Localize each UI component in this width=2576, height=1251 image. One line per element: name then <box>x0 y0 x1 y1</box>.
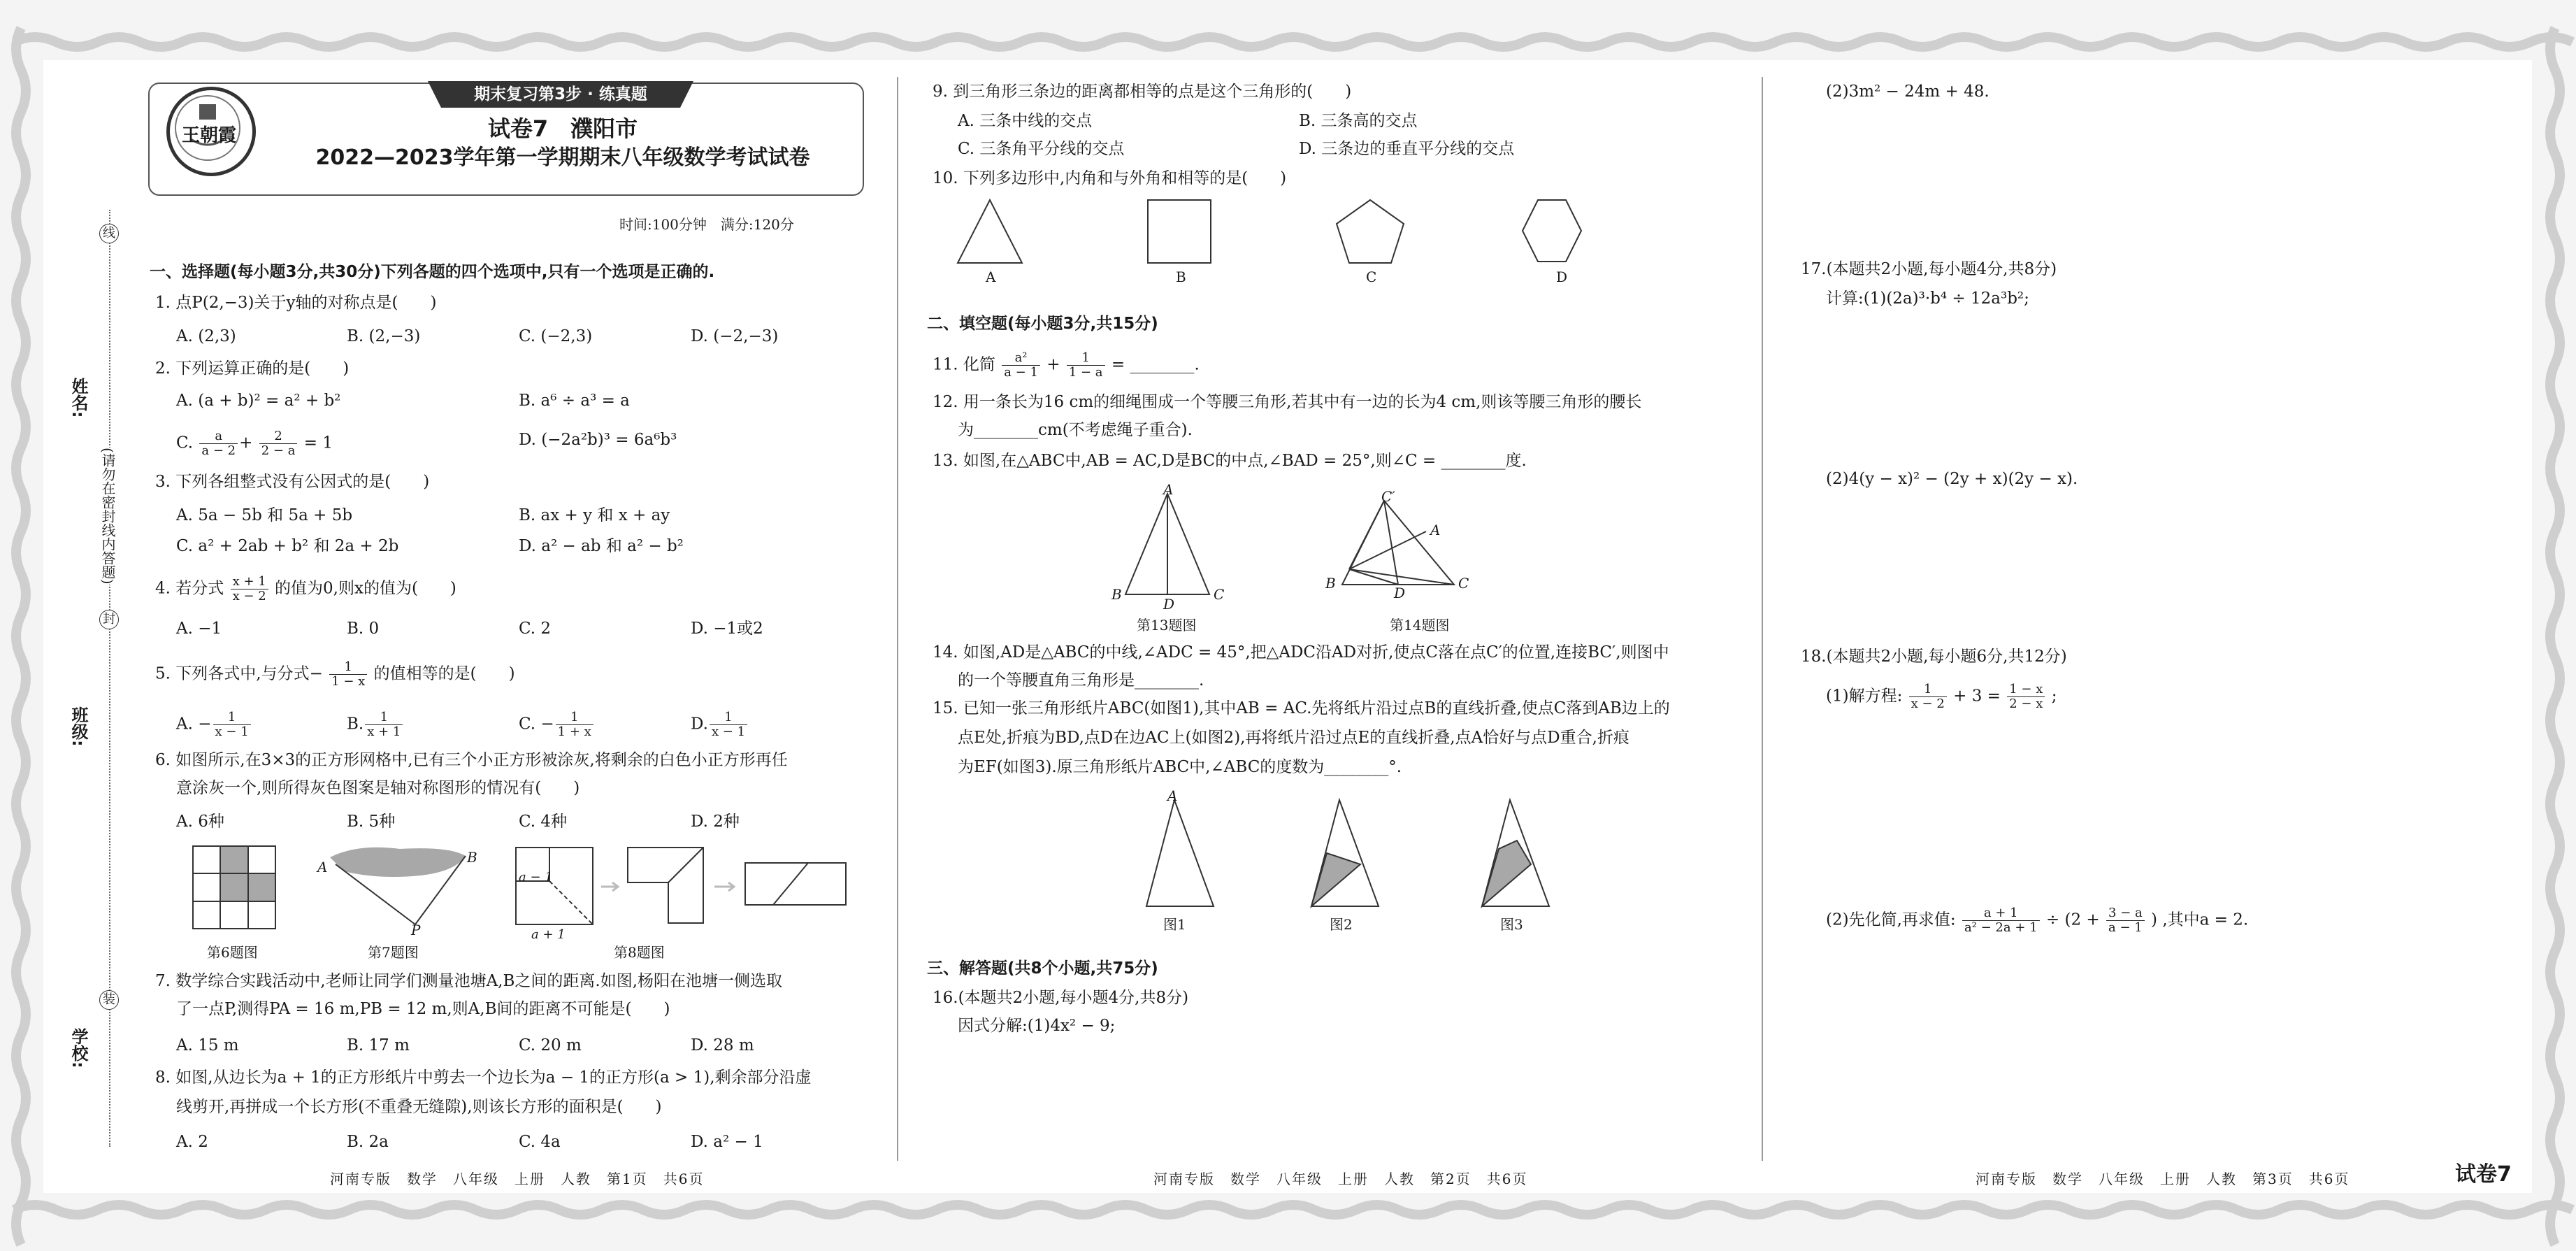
fig14-caption: 第14题图 <box>1390 617 1450 634</box>
q12-line-1: 12. 用一条长为16 cm的细绳围成一个等腰三角形,若其中有一边的长为4 cm,则该等腰三角形的腰长 <box>933 393 1642 411</box>
q11-plus: + <box>1046 355 1060 374</box>
class-label: 班级: <box>69 706 88 747</box>
q5a-letter: A. − <box>176 715 212 734</box>
q11-fraction-1 <box>1002 351 1040 380</box>
fig13-label-c: C <box>1214 586 1225 603</box>
q5-option-a <box>176 710 252 739</box>
q5d-fraction <box>710 710 747 739</box>
q2c-tail: = 1 <box>303 434 333 452</box>
fig7-caption: 第7题图 <box>368 944 419 961</box>
q10-polygons <box>951 196 1608 273</box>
q11-fraction-2 <box>1067 351 1105 380</box>
q3-option-c: C. a² + 2ab + b² 和 2a + 2b <box>176 537 399 555</box>
seal-note: (请勿在密封线内答题) <box>98 448 118 585</box>
q3-option-d: D. a² − ab 和 a² − b² <box>519 537 684 555</box>
q4-option-b: B. 0 <box>347 620 380 638</box>
q6-option-d: D. 2种 <box>691 813 740 831</box>
logo <box>166 87 256 176</box>
q10-label-d: D <box>1556 269 1568 285</box>
q9-option-c: C. 三条角平分线的交点 <box>958 140 1125 158</box>
q7-option-a: A. 15 m <box>176 1036 239 1055</box>
column-rule-2 <box>1762 77 1763 1161</box>
fig7-label-b: B <box>467 849 477 866</box>
q4-f-den: x − 2 <box>232 589 266 603</box>
q2-option-c: C. $\frac{a}{a - 2}$ + $\frac{2}{2 - a}$ = 1 <box>176 429 333 458</box>
q5-f-num: 1 <box>329 660 367 675</box>
q4-option-c: C. 2 <box>519 620 552 638</box>
name-label: 姓名: <box>69 378 88 418</box>
q2-stem: 2. 下列运算正确的是( ) <box>155 359 350 378</box>
fig15-caption-3: 图3 <box>1500 916 1523 933</box>
paper-tag: 试卷7 <box>2455 1162 2512 1187</box>
q6-option-c: C. 4种 <box>519 813 568 831</box>
q5d-letter: D. <box>691 715 708 734</box>
q6-stem-2: 意涂灰一个,则所得灰色图案是轴对称图形的情况有( ) <box>176 779 580 797</box>
q5a-fraction <box>213 710 251 739</box>
section-3-heading: 三、解答题(共8个小题,共75分) <box>927 959 1158 978</box>
fig8-caption: 第8题图 <box>614 944 665 961</box>
q18-p2-open: (2 + <box>2064 910 2100 929</box>
paper-title: 试卷7 濮阳市 <box>487 115 638 142</box>
q11-f2-num: 1 <box>1067 351 1105 366</box>
q17-line-2: 计算:(1)(2a)³·b⁴ ÷ 12a³b²; <box>1826 289 2029 308</box>
time-score: 时间:100分钟 满分:120分 <box>619 216 794 233</box>
figure-8-squares <box>515 846 850 930</box>
q17-part-2: (2)4(y − x)² − (2y + x)(2y − x). <box>1826 470 2078 488</box>
q10-stem: 10. 下列多边形中,内角和与外角和相等的是( ) <box>933 169 1287 187</box>
q5c-letter: C. − <box>519 715 554 734</box>
q7-stem-1: 7. 数学综合实践活动中,老师让同学们测量池塘A,B之间的距离.如图,杨阳在池塘一侧选取 <box>155 972 783 990</box>
q18-p2-fraction-2 <box>2106 906 2145 935</box>
q1-option-a: A. (2,3) <box>176 327 236 345</box>
q16-line-2: 因式分解:(1)4x² − 9; <box>958 1017 1116 1035</box>
q5c-num: 1 <box>556 710 593 725</box>
line-mark: 线 <box>99 224 119 243</box>
q18-p1-mid: + 3 = <box>1953 687 2001 706</box>
q11-post: = ________. <box>1111 355 1200 374</box>
q2c-fraction-2 <box>259 429 298 458</box>
footer-page-3: 河南专版 数学 八年级 上册 人教 第3页 共6页 <box>1976 1171 2350 1187</box>
q4-f-num: x + 1 <box>231 575 268 589</box>
q18-p2-f2-num: 3 − a <box>2106 906 2145 921</box>
q2-option-c-letter: C. <box>176 434 194 452</box>
q5-f-den: 1 − x <box>331 674 366 689</box>
q14-line-2: 的一个等腰直角三角形是________. <box>958 671 1204 689</box>
q15-line-2: 点E处,折痕为BD,点D在边AC上(如图2),再将纸片沿过点E的直线折叠,点A恰好与点D重合,折痕 <box>958 729 1629 747</box>
q18-p2-post: ,其中a = 2. <box>2162 910 2249 929</box>
fig15-1-label-a: A <box>1167 787 1178 804</box>
fig14-label-b: B <box>1325 575 1336 592</box>
footer-page-2: 河南专版 数学 八年级 上册 人教 第2页 共6页 <box>1153 1171 1528 1187</box>
q8-option-b: B. 2a <box>347 1133 389 1151</box>
q5d-den: x − 1 <box>711 724 746 739</box>
seal-mark: 封 <box>99 610 119 629</box>
q5-stem-a: 5. 下列各式中,与分式− <box>155 664 323 683</box>
q4-stem-b: 的值为0,则x的值为( ) <box>275 579 456 598</box>
q8-option-d: D. a² − 1 <box>691 1133 763 1151</box>
q9-stem: 9. 到三角形三条边的距离都相等的点是这个三角形的( ) <box>933 83 1352 101</box>
q18-p1-f2-num: 1 − x <box>2007 682 2045 697</box>
fold-mark: 装 <box>99 990 119 1010</box>
q2c-f1-den: a − 2 <box>201 443 236 458</box>
section-1-heading: 一、选择题(每小题3分,共30分)下列各题的四个选项中,只有一个选项是正确的. <box>150 263 715 281</box>
q9-option-d: D. 三条边的垂直平分线的交点 <box>1299 140 1515 158</box>
q5-option-d <box>691 710 749 739</box>
fig14-label-a: A <box>1430 522 1441 538</box>
q18-p2-f2-den: a − 1 <box>2108 920 2143 935</box>
fig8-label-a-plus-1: a + 1 <box>531 927 566 942</box>
q10-label-b: B <box>1176 269 1186 285</box>
school-label: 学校: <box>69 1028 88 1068</box>
q5-stem <box>155 660 515 689</box>
q18-p2-f1-num: a + 1 <box>1962 906 2040 921</box>
fig14-label-d: D <box>1394 585 1406 601</box>
q2c-f1-num: a <box>199 429 238 444</box>
q5b-fraction <box>365 710 403 739</box>
q18-p1-post: ; <box>2051 687 2057 706</box>
q8-stem-2: 线剪开,再拼成一个长方形(不重叠无缝隙),则该长方形的面积是( ) <box>176 1098 662 1116</box>
q17-line-1: 17.(本题共2小题,每小题4分,共8分) <box>1801 260 2057 278</box>
q5c-den: 1 + x <box>557 724 591 739</box>
q5b-num: 1 <box>365 710 403 725</box>
hexagon-shape <box>1523 200 1581 262</box>
q5a-den: x − 1 <box>215 724 249 739</box>
q8-option-a: A. 2 <box>176 1133 208 1151</box>
q1-stem: 1. 点P(2,−3)关于y轴的对称点是( ) <box>155 294 437 312</box>
q7-option-d: D. 28 m <box>691 1036 754 1055</box>
figure-13-14 <box>1118 489 1510 608</box>
q3-option-a: A. 5a − 5b 和 5a + 5b <box>176 506 353 524</box>
q8-option-c: C. 4a <box>519 1133 561 1151</box>
q4-fraction <box>231 575 268 603</box>
q18-p1-fraction-2 <box>2007 682 2045 711</box>
q18-line-1: 18.(本题共2小题,每小题6分,共12分) <box>1801 648 2067 666</box>
fig13-label-b: B <box>1111 586 1122 603</box>
q5-fraction <box>329 660 367 689</box>
pentagon-shape <box>1337 200 1404 263</box>
q6-option-b: B. 5种 <box>347 813 396 831</box>
q18-p2-div: ÷ <box>2045 910 2060 929</box>
q2-option-b: B. a⁶ ÷ a³ = a <box>519 392 630 410</box>
fig13-label-a: A <box>1163 481 1174 498</box>
q15-line-1: 15. 已知一张三角形纸片ABC(如图1),其中AB = AC.先将纸片沿过点B的直线折叠,使点C落到AB边上的 <box>933 699 1670 717</box>
q5b-den: x + 1 <box>367 724 401 739</box>
q12-line-2: 为________cm(不考虑绳子重合). <box>958 421 1193 439</box>
q10-label-c: C <box>1366 269 1377 285</box>
square-shape <box>1148 200 1211 263</box>
q1-option-c: C. (−2,3) <box>519 327 593 345</box>
q11 <box>933 351 1200 380</box>
q2-option-a: A. (a + b)² = a² + b² <box>176 392 341 410</box>
q5b-letter: B. <box>347 715 364 734</box>
q5-stem-b: 的值相等的是( ) <box>373 664 515 683</box>
fig8-label-a-minus-1: a − 1 <box>519 870 553 885</box>
fig7-label-p: P <box>411 922 421 938</box>
q11-pre: 11. 化简 <box>933 355 995 374</box>
q18-p2-fraction-1 <box>1962 906 2040 935</box>
fig13-label-d: D <box>1163 596 1175 613</box>
banner-text: 期末复习第3步 · 练真题 <box>474 85 647 103</box>
q18-p2-f1-den: a² − 2a + 1 <box>1964 920 2038 935</box>
q5d-num: 1 <box>710 710 747 725</box>
q5c-fraction <box>556 710 593 739</box>
q18-p1-f1-num: 1 <box>1909 682 1947 697</box>
q8-stem-1: 8. 如图,从边长为a + 1的正方形纸片中剪去一个边长为a − 1的正方形(a > 1),剩余部分沿虚 <box>155 1068 812 1087</box>
q11-f1-den: a − 1 <box>1004 365 1038 380</box>
q1-option-d: D. (−2,−3) <box>691 327 779 345</box>
figure-7-pond <box>316 843 484 934</box>
q5-option-c <box>519 710 595 739</box>
section-2-heading: 二、填空题(每小题3分,共15分) <box>927 315 1158 333</box>
figure-6-grid <box>192 845 278 931</box>
q18-p1-f2-den: 2 − x <box>2009 696 2043 711</box>
q18-part-1 <box>1826 682 2057 711</box>
q5-option-b <box>347 710 404 739</box>
q18-p1-fraction-1 <box>1909 682 1947 711</box>
q2c-f2-den: 2 − a <box>261 443 296 458</box>
q16-part-2: (2)3m² − 24m + 48. <box>1826 83 1989 101</box>
fig15-caption-2: 图2 <box>1330 916 1353 933</box>
q18-p2-pre: (2)先化简,再求值: <box>1826 910 1956 929</box>
logo-text: 王朝霞 <box>181 125 236 146</box>
triangle-shape <box>958 200 1022 263</box>
q11-f2-den: 1 − a <box>1068 365 1103 380</box>
q4-option-d: D. −1或2 <box>691 620 763 638</box>
q7-stem-2: 了一点P,测得PA = 16 m,PB = 12 m,则A,B间的距离不可能是( ) <box>176 1000 670 1018</box>
q18-p1-f1-den: x − 2 <box>1911 696 1945 711</box>
q3-option-b: B. ax + y 和 x + ay <box>519 506 670 524</box>
q3-stem: 3. 下列各组整式没有公因式的是( ) <box>155 473 430 491</box>
q7-option-b: B. 17 m <box>347 1036 410 1055</box>
q5a-num: 1 <box>213 710 251 725</box>
column-rule-1 <box>897 77 898 1161</box>
fig14-label-c-prime: C′ <box>1381 488 1395 505</box>
q4-stem <box>155 575 456 603</box>
q7-option-c: C. 20 m <box>519 1036 582 1055</box>
q10-label-a: A <box>986 269 996 285</box>
q15-line-3: 为EF(如图3).原三角形纸片ABC中,∠ABC的度数为________°. <box>958 758 1402 776</box>
paper-subtitle: 2022—2023学年第一学期期末八年级数学考试试卷 <box>315 145 810 170</box>
figure-15-folding <box>1132 790 1580 916</box>
q13-line-1: 13. 如图,在△ABC中,AB = AC,D是BC的中点,∠BAD = 25°,则∠C = ________度. <box>933 452 1527 470</box>
q6-stem-1: 6. 如图所示,在3×3的正方形网格中,已有三个小正方形被涂灰,将剩余的白色小正方形再任 <box>155 751 788 769</box>
fig15-caption-1: 图1 <box>1163 916 1186 933</box>
q16-line-1: 16.(本题共2小题,每小题4分,共8分) <box>933 989 1189 1007</box>
fig13-caption: 第13题图 <box>1137 617 1197 634</box>
fig6-caption: 第6题图 <box>207 944 258 961</box>
q18-part-2 <box>1826 906 2248 935</box>
q6-option-a: A. 6种 <box>176 813 224 831</box>
fig7-label-a: A <box>317 859 328 875</box>
footer-page-1: 河南专版 数学 八年级 上册 人教 第1页 共6页 <box>330 1171 705 1187</box>
q2c-fraction-1 <box>199 429 238 458</box>
q4-stem-a: 4. 若分式 <box>155 579 224 598</box>
q11-f1-num: a² <box>1002 351 1040 366</box>
q14-line-1: 14. 如图,AD是△ABC的中线,∠ADC = 45°,把△ADC沿AD对折,使点C落在点C′的位置,连接BC′,则图中 <box>933 643 1669 662</box>
fig14-label-c: C <box>1458 575 1469 592</box>
q9-option-a: A. 三条中线的交点 <box>958 112 1093 130</box>
q18-p1-pre: (1)解方程: <box>1826 687 1903 706</box>
q1-option-b: B. (2,−3) <box>347 327 421 345</box>
q18-p2-close: ) <box>2151 910 2158 929</box>
q4-option-a: A. −1 <box>176 620 222 638</box>
q9-option-b: B. 三条高的交点 <box>1299 112 1418 130</box>
q2c-f2-num: 2 <box>259 429 298 444</box>
q2-option-d: D. (−2a²b)³ = 6a⁶b³ <box>519 431 677 449</box>
